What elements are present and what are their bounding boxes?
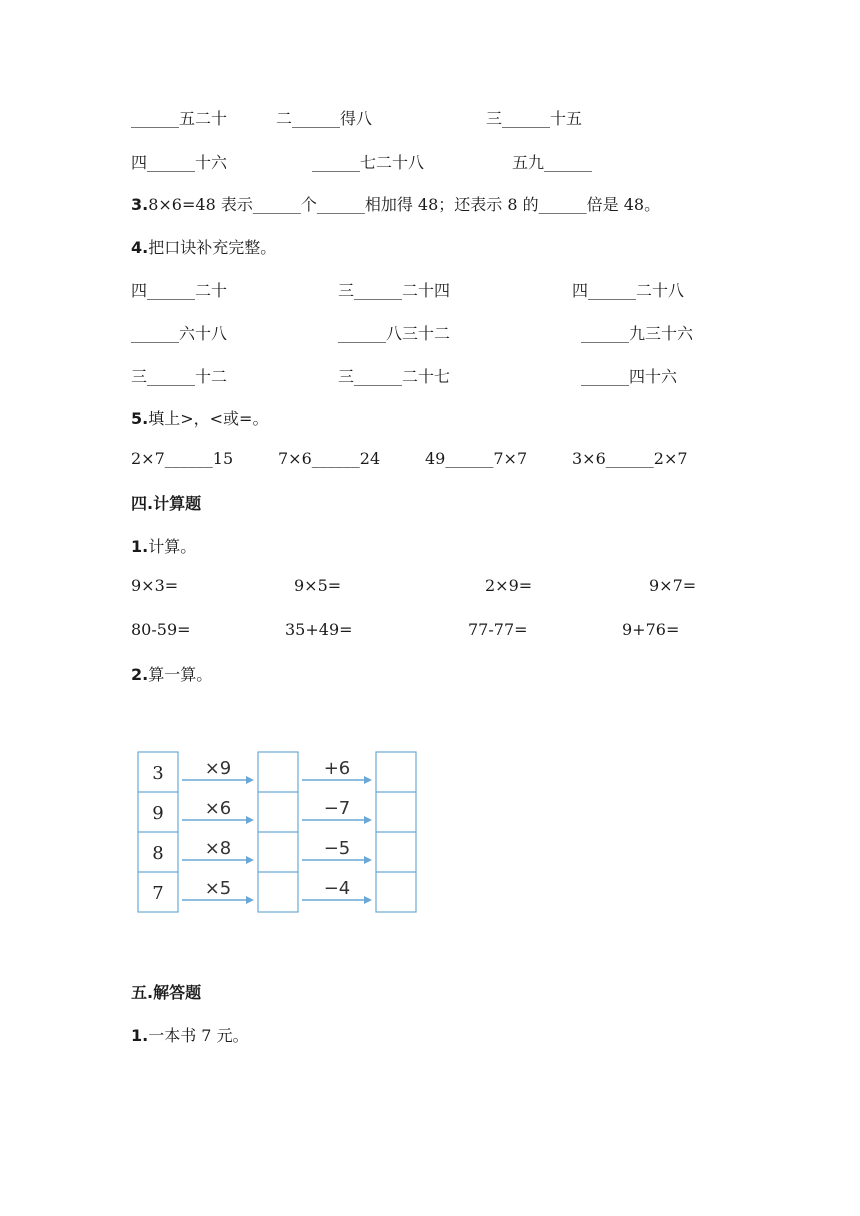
question-number: 3. xyxy=(131,195,149,214)
chain-svg xyxy=(132,744,422,920)
operation-arrow-head xyxy=(246,816,254,824)
calc-item: 9×3= xyxy=(131,576,179,595)
operation-label: −5 xyxy=(323,838,351,859)
question-2-title xyxy=(131,662,212,685)
operation-label: +6 xyxy=(323,758,351,779)
operation-arrow-head xyxy=(364,776,372,784)
operation-arrow-head xyxy=(246,856,254,864)
rhyme-item: 三______十二 xyxy=(131,367,228,386)
operation-arrow-head xyxy=(364,816,372,824)
rhyme-item: 三______二十七 xyxy=(338,367,451,386)
question-number: 4. xyxy=(131,238,149,257)
question-1 xyxy=(131,1023,249,1046)
rhyme-item: ______四十六 xyxy=(581,367,678,386)
operation-arrow-head xyxy=(364,856,372,864)
rhyme-item: 四______二十 xyxy=(131,281,228,300)
fill-item: 三______十五 xyxy=(486,109,583,128)
fill-item: 五九______ xyxy=(512,153,593,172)
calc-item: 2×9= xyxy=(485,576,533,595)
compare-item: 2×7______15 xyxy=(131,449,234,468)
question-5-title xyxy=(131,406,268,429)
calc-item: 80-59= xyxy=(131,620,191,639)
question-text: 计算。 xyxy=(148,537,197,556)
start-value: 3 xyxy=(152,763,164,784)
operation-label: −4 xyxy=(323,878,351,899)
start-value: 8 xyxy=(152,843,164,864)
rhyme-item: ______八三十二 xyxy=(338,324,451,343)
question-text: 把口诀补充完整。 xyxy=(148,238,277,257)
rhyme-item: 四______二十八 xyxy=(572,281,685,300)
question-number: 5. xyxy=(131,409,149,428)
operation-label: ×5 xyxy=(204,878,232,899)
question-text: 算一算。 xyxy=(148,665,213,684)
fill-item: 二______得八 xyxy=(276,109,373,128)
rhyme-item: ______九三十六 xyxy=(581,324,694,343)
question-number: 1. xyxy=(131,537,149,556)
question-number: 2. xyxy=(131,665,149,684)
calc-item: 77-77= xyxy=(468,620,528,639)
compare-item: 7×6______24 xyxy=(278,449,381,468)
compare-item: 49______7×7 xyxy=(425,449,528,468)
calc-item: 9×5= xyxy=(294,576,342,595)
question-text: 8×6=48 表示______个______相加得 48；还表示 8 的______倍是 48。 xyxy=(148,195,661,214)
operation-label: ×6 xyxy=(204,798,232,819)
compare-item: 3×6______2×7 xyxy=(572,449,688,468)
calc-item: 9×7= xyxy=(649,576,697,595)
section-title: 五.解答题 xyxy=(131,983,202,1002)
operation-arrow-head xyxy=(246,776,254,784)
fill-item: 四______十六 xyxy=(131,153,228,172)
fill-item: ______七二十八 xyxy=(312,153,425,172)
rhyme-item: ______六十八 xyxy=(131,324,228,343)
rhyme-item: 三______二十四 xyxy=(338,281,451,300)
question-text: 填上>，<或=。 xyxy=(148,409,269,428)
fill-item: ______五二十 xyxy=(131,109,228,128)
operation-label: ×8 xyxy=(204,838,232,859)
operation-arrow-head xyxy=(246,896,254,904)
question-3 xyxy=(131,192,660,215)
question-text: 一本书 7 元。 xyxy=(148,1026,249,1045)
question-number: 1. xyxy=(131,1026,149,1045)
question-1-title xyxy=(131,534,196,557)
calc-item: 35+49= xyxy=(285,620,353,639)
operation-arrow-head xyxy=(364,896,372,904)
calc-item: 9+76= xyxy=(622,620,680,639)
start-value: 7 xyxy=(152,883,164,904)
section-title: 四.计算题 xyxy=(131,494,202,513)
question-4-title xyxy=(131,235,276,258)
calculation-chain-diagram xyxy=(132,744,422,920)
operation-label: −7 xyxy=(323,798,351,819)
start-value: 9 xyxy=(152,803,164,824)
operation-label: ×9 xyxy=(204,758,232,779)
